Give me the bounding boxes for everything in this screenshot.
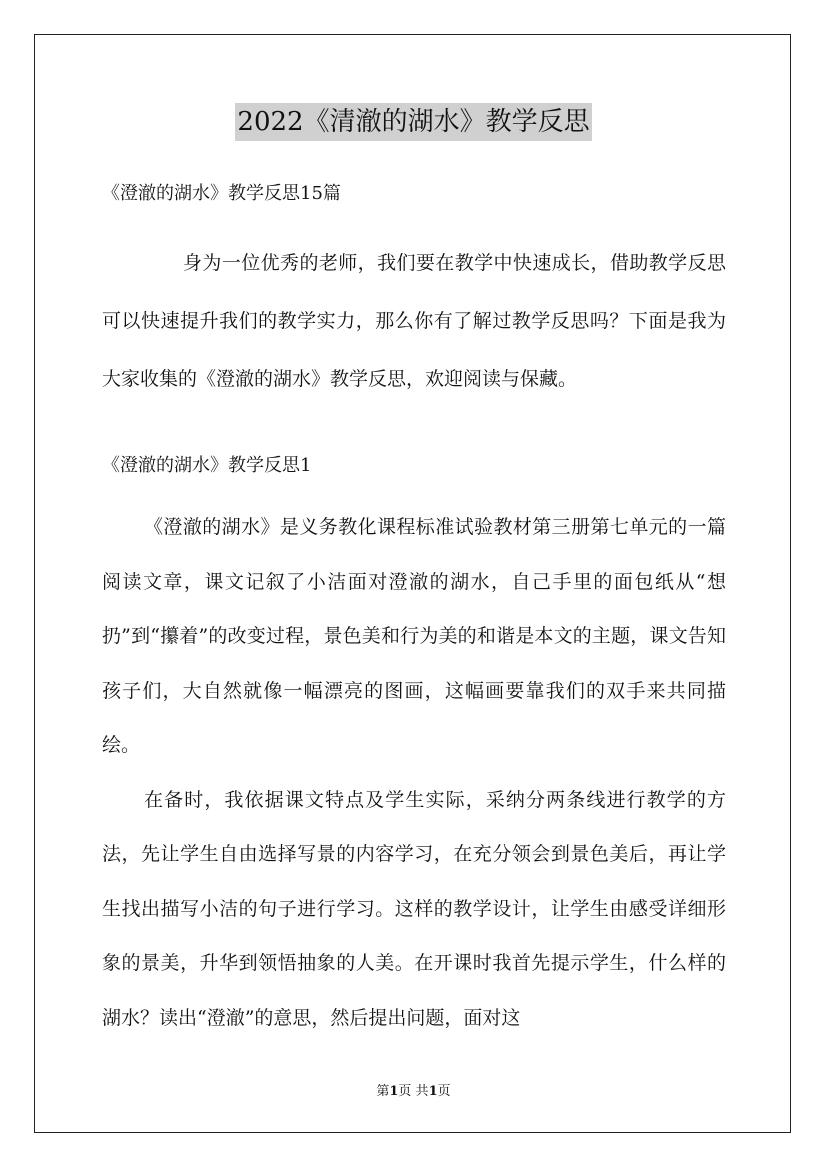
footer-total-pages: 1	[428, 1084, 438, 1099]
body-paragraph-2: 在备时，我依据课文特点及学生实际，采纳分两条线进行教学的方法，先让学生自由选择写景的内容学习，在充分领会到景色美后，再让学生找出描写小洁的句子进行学习。这样的教学设计，让学生由感受详细形象的景美，升华到领悟抽象的人美。在开课时我首先提示学生，什么样的湖水？读出“澄澈”的意思，然后提出问题，面对这	[102, 788, 726, 1029]
footer-prefix: 第	[376, 1084, 390, 1099]
body-paragraph-1: 《澄澈的湖水》是义务教化课程标准试验教材第三册第七单元的一篇阅读文章，课文记叙了小洁面对澄澈的湖水，自己手里的面包纸从“想扔”到“攥着”的改变过程，景色美和行为美的和谐是本文的主题，课文告知孩子们，大自然就像一幅漂亮的图画，这幅画要靠我们的双手来共同描绘。	[102, 516, 726, 756]
footer-middle: 页 共	[398, 1084, 429, 1099]
document-subtitle: 《澄澈的湖水》教学反思15篇	[102, 183, 341, 204]
footer-suffix: 页	[437, 1084, 451, 1099]
section-heading: 《澄澈的湖水》教学反思1	[102, 455, 312, 476]
intro-paragraph: 身为一位优秀的老师，我们要在教学中快速成长，借助教学反思可以快速提升我们的教学实力，那么你有了解过教学反思吗？下面是我为大家收集的《澄澈的湖水》教学反思，欢迎阅读与保藏。	[102, 252, 726, 390]
title-wrap	[0, 103, 827, 141]
footer-page-number: 1	[389, 1084, 399, 1099]
body-text	[102, 500, 726, 1045]
document-title: 2022《清澈的湖水》教学反思	[235, 103, 591, 141]
page-footer	[0, 1083, 827, 1101]
